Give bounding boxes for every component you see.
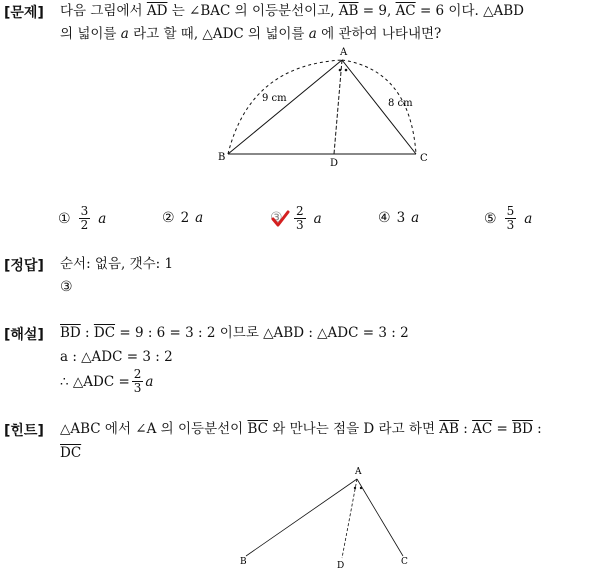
side-ab xyxy=(246,479,357,556)
segment-bd: $\overline{BD}$ xyxy=(512,421,533,437)
denominator: 3 xyxy=(506,218,515,232)
segment-ad: $\overline{AD}$ xyxy=(146,3,168,19)
explanation-line-2: a : △ADC = 3 : 2 xyxy=(60,349,173,365)
var-a: a xyxy=(524,210,533,227)
choice-number: ④ xyxy=(378,210,391,226)
var-a: a xyxy=(313,210,322,227)
choice-2[interactable] xyxy=(162,210,203,226)
fraction xyxy=(79,205,91,232)
point-a: A xyxy=(355,467,362,477)
choice-5[interactable] xyxy=(484,205,532,232)
text: = 6 이다. △ABD xyxy=(415,3,524,19)
numerator: 3 xyxy=(80,204,89,218)
fraction xyxy=(132,368,144,395)
text: 에 관하여 나타내면? xyxy=(316,26,442,42)
problem-label: [문제] xyxy=(4,5,44,21)
problem-line-2 xyxy=(60,25,441,43)
answer-line-1: 순서: 없음, 갯수: 1 xyxy=(60,256,174,272)
var-a: a xyxy=(98,210,107,227)
point-c: C xyxy=(420,153,428,164)
point-b: B xyxy=(240,557,247,567)
segment-ac: $\overline{AC}$ xyxy=(395,3,416,19)
triangle-figure xyxy=(0,45,592,220)
var-a: a xyxy=(411,210,420,226)
text: 의 넓이를 xyxy=(60,26,121,42)
point-a: A xyxy=(340,47,348,58)
denominator: 3 xyxy=(133,381,142,395)
choice-number: ③ xyxy=(270,209,283,226)
angle-mark xyxy=(360,487,362,489)
numerator: 2 xyxy=(133,367,142,381)
choice-number: ② xyxy=(162,210,175,226)
text: 라고 할 때, △ADC 의 넓이를 xyxy=(128,26,309,42)
point-c: C xyxy=(401,557,408,567)
explanation-line-3 xyxy=(60,368,153,395)
choice-4[interactable] xyxy=(378,210,419,226)
numerator: 2 xyxy=(296,204,304,218)
denominator: 2 xyxy=(80,218,89,232)
side-ac xyxy=(357,479,403,556)
var-a: a xyxy=(145,373,154,390)
length-ac: 8 cm xyxy=(388,98,413,109)
segment-bc: $\overline{BC}$ xyxy=(247,421,268,437)
coefficient: 2 xyxy=(180,210,190,226)
problem-line-1 xyxy=(60,2,524,20)
text: 다음 그림에서 xyxy=(60,3,147,19)
hint-line-1 xyxy=(60,420,542,438)
point-d: D xyxy=(330,158,339,169)
hint-figure xyxy=(0,462,592,570)
angle-mark xyxy=(345,69,348,72)
text: = 9, xyxy=(358,3,396,19)
explanation-label: [해설] xyxy=(4,327,44,343)
segment-dc: $\overline{DC}$ xyxy=(93,325,116,341)
bisector-ad xyxy=(334,60,342,154)
text: : xyxy=(80,325,94,341)
numerator: 5 xyxy=(506,204,515,218)
denominator: 3 xyxy=(296,218,304,232)
coefficient: 3 xyxy=(396,210,406,226)
choice-1[interactable] xyxy=(58,205,106,232)
answer-label: [정답] xyxy=(4,258,44,274)
angle-mark xyxy=(354,487,356,489)
fraction xyxy=(294,205,306,232)
text: : xyxy=(458,421,473,437)
answer-line-2: ③ xyxy=(60,279,73,295)
hint-line-2 xyxy=(60,444,81,462)
text: ∴ △ADC = xyxy=(60,373,130,390)
choice-number: ⑤ xyxy=(484,210,497,227)
side-ab xyxy=(228,60,342,154)
hint-label: [힌트] xyxy=(4,423,44,439)
explanation-line-1 xyxy=(60,324,409,342)
text: = xyxy=(492,421,513,437)
text: △ABC 에서 ∠A 의 이등분선이 xyxy=(60,421,248,437)
choice-number: ① xyxy=(58,210,71,227)
segment-ac: $\overline{AC}$ xyxy=(472,421,493,437)
fraction xyxy=(505,205,517,232)
check-icon xyxy=(270,210,286,228)
bisector-ad xyxy=(342,479,357,558)
segment-ab: $\overline{AB}$ xyxy=(439,421,459,437)
text: 와 만나는 점을 D 라고 하면 xyxy=(268,421,440,437)
text: = 9 : 6 = 3 : 2 이므로 △ABD : △ADC = 3 : 2 xyxy=(115,325,409,341)
choice-3[interactable] xyxy=(270,205,322,232)
var-a: a xyxy=(195,210,204,226)
var-a: a xyxy=(120,26,129,42)
text: 는 ∠BAC 의 이등분선이고, xyxy=(167,3,339,19)
var-a: a xyxy=(308,26,317,42)
angle-mark xyxy=(339,69,342,72)
point-b: B xyxy=(218,152,226,163)
segment-ab: $\overline{AB}$ xyxy=(338,3,359,19)
length-ab: 9 cm xyxy=(262,93,287,104)
point-d: D xyxy=(337,561,345,570)
segment-dc: $\overline{DC}$ xyxy=(60,445,82,461)
segment-bd: $\overline{BD}$ xyxy=(60,325,81,341)
text: : xyxy=(532,421,542,437)
